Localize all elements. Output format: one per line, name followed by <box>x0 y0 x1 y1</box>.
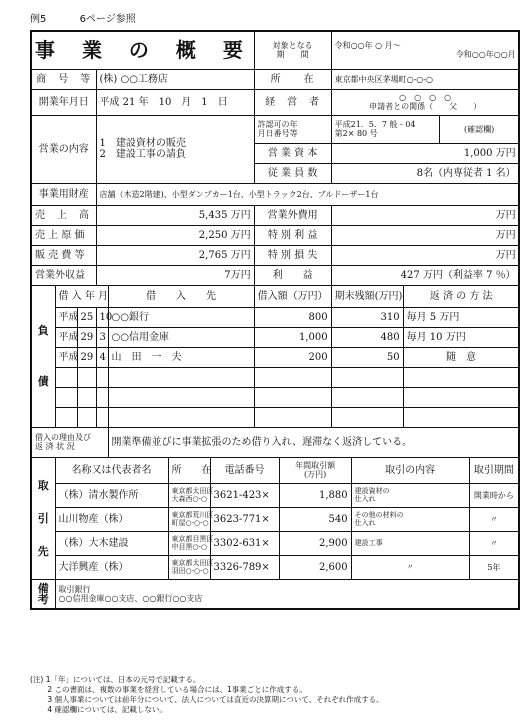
special-loss-label: 特 別 損 失 <box>254 245 331 265</box>
partners-side-label <box>31 457 55 579</box>
partner-name: 大洋興産（株） <box>55 555 168 579</box>
start-date-value: 平成 21 年 10 月 1 日 <box>96 89 254 115</box>
remarks-line-1: 取引銀行 <box>58 584 91 594</box>
partner-address-line1: 東京都荒川区 <box>171 511 214 519</box>
business-item-1: 1 建設資材の販売 <box>99 138 186 149</box>
start-date-label: 開業年月日 <box>31 89 96 115</box>
company-value: (株) ○○工務店 <box>96 69 254 89</box>
manager-value <box>331 89 519 115</box>
partners-side-2: 引 <box>37 511 49 525</box>
partner-row <box>31 483 519 507</box>
debt-era: 平成 <box>55 307 77 327</box>
partner-address-line1: 東京都太田区 <box>171 559 214 567</box>
partner-address-line1: 東京都太田区 <box>171 487 214 495</box>
debt-header-date: 借 入 年 月 <box>55 285 108 307</box>
debt-month: 3 <box>96 327 108 347</box>
debt-balance: 310 <box>331 307 403 327</box>
debt-side-bottom: 債 <box>37 375 49 388</box>
partner-amount: 540 <box>279 507 351 531</box>
partner-phone: 3621-423× <box>210 483 279 507</box>
footnote-1: (注) 1「年」については、日本の元号で記載する。 <box>30 675 201 684</box>
debt-row <box>31 347 519 367</box>
sales-value: 5,435 万円 <box>96 205 254 225</box>
cost-label: 売 上 原 価 <box>31 225 96 245</box>
debt-side-label <box>31 285 55 427</box>
partners-header-address: 所 在 <box>168 457 210 483</box>
debt-balance: 50 <box>331 347 403 367</box>
business-label: 営業の内容 <box>31 115 96 183</box>
debt-method: 随 意 <box>403 347 519 367</box>
debt-amount: 200 <box>254 347 331 367</box>
debt-row-empty <box>31 407 519 427</box>
profit-label: 利 益 <box>254 265 331 285</box>
debt-row <box>31 307 519 327</box>
debt-method: 毎月 10 万円 <box>403 327 519 347</box>
remarks-value <box>55 579 519 609</box>
debt-reason-label: 借入の理由及び 返 済 状 況 <box>31 427 108 457</box>
debt-month: 10 <box>96 307 108 327</box>
partners-header-phone: 電話番号 <box>210 457 279 483</box>
partner-address-line1: 東京都目黒区 <box>171 535 214 543</box>
debt-era: 平成 <box>55 347 77 367</box>
partner-name: （株）清水製作所 <box>55 483 168 507</box>
manager-label: 経 営 者 <box>254 89 331 115</box>
debt-lender: 山 田 一 夫 <box>108 347 254 367</box>
employees-value: 8名（内専従者 1 名） <box>331 163 519 183</box>
partner-content: 建設資材の 仕入れ <box>351 483 469 507</box>
partner-amount: 1,880 <box>279 483 351 507</box>
sales-label: 売 上 高 <box>31 205 96 225</box>
non-op-income-label: 営業外収益 <box>31 265 96 285</box>
location-label: 所 在 <box>254 69 331 89</box>
example-number: 例5 <box>30 14 47 25</box>
debt-side-top: 負 <box>37 324 49 337</box>
partner-period: 〃 <box>469 507 519 531</box>
debt-year: 25 <box>77 307 96 327</box>
footnote-3: 3 個人事業については前年分について、法人については直近の決算期について、それぞれ作成する。 <box>30 695 384 704</box>
profit-value: 427 万円（利益率 7 ％） <box>331 265 519 285</box>
debt-era: 平成 <box>55 327 77 347</box>
debt-year: 29 <box>77 327 96 347</box>
page-header <box>30 10 166 25</box>
partner-phone: 3326-789× <box>210 555 279 579</box>
form-title: 事 業 の 概 要 <box>31 31 254 69</box>
footnote-4: 4 確認欄については、記載しない。 <box>30 705 167 714</box>
partner-address <box>168 531 214 555</box>
partner-period: 〃 <box>469 531 519 555</box>
partner-amount: 2,900 <box>279 531 351 555</box>
partner-content: その他の材料の 仕入れ <box>351 507 469 531</box>
remarks-side-label <box>31 579 55 609</box>
remarks-side-2: 考 <box>37 592 49 606</box>
partners-header-amount: 年間取引額 (万円) <box>279 457 351 483</box>
employees-label: 従 業 員 数 <box>254 163 331 183</box>
special-loss-value: 万円 <box>331 245 519 265</box>
special-gain-value: 万円 <box>331 225 519 245</box>
partner-phone: 3302-631× <box>210 531 279 555</box>
debt-method: 毎月 5 万円 <box>403 307 519 327</box>
partner-address-line2: 大森西○-○ <box>171 495 208 503</box>
remarks-side-1: 備 <box>37 581 49 595</box>
footnotes <box>30 675 384 715</box>
debt-header-lender: 借 入 先 <box>108 285 254 307</box>
partner-row <box>31 507 519 531</box>
target-period-end: 令和○○年○○月 <box>455 50 516 60</box>
partner-name: （株）大木建設 <box>55 531 168 555</box>
partner-address-line2: 町屋○-○-○ <box>171 519 209 527</box>
partner-address-line2: 中目黒○-○ <box>171 543 208 551</box>
permit-check: (確認欄) <box>439 115 519 143</box>
target-period-label: 対象となる 期 間 <box>254 31 331 69</box>
partner-address <box>168 507 214 531</box>
non-op-expense-value: 万円 <box>331 205 519 225</box>
debt-row-empty <box>31 367 519 387</box>
partner-period: 開業時から <box>469 483 519 507</box>
non-op-expense-label: 営業外費用 <box>254 205 331 225</box>
debt-year: 29 <box>77 347 96 367</box>
permit-label: 許認可の年 月日番号等 <box>254 115 331 143</box>
permit-date: 平成21．5．7 般 - 04 <box>334 120 416 129</box>
partner-address <box>168 555 214 579</box>
debt-amount: 1,000 <box>254 327 331 347</box>
partners-header-name: 名称又は代表者名 <box>55 457 168 483</box>
capital-value: 1,000 万円 <box>331 143 519 163</box>
manager-relation: 申請者との関係（ 父 ） <box>369 102 482 111</box>
debt-balance: 480 <box>331 327 403 347</box>
footnote-2: 2 この書面は、複数の事業を経営している場合には、1事業ごとに作成する。 <box>30 685 307 694</box>
manager-name: ○ ○ ○ ○ <box>399 93 452 102</box>
capital-label: 営 業 資 本 <box>254 143 331 163</box>
debt-month: 4 <box>96 347 108 367</box>
partners-side-1: 取 <box>37 478 49 492</box>
debt-header-balance: 期末残額(万円) <box>331 285 403 307</box>
target-period-value <box>331 31 519 69</box>
debt-lender: ○○信用金庫 <box>108 327 254 347</box>
debt-amount: 800 <box>254 307 331 327</box>
partner-amount: 2,600 <box>279 555 351 579</box>
business-overview-form <box>30 30 520 610</box>
debt-row-empty <box>31 387 519 407</box>
debt-header-amount: 借入額（万円） <box>254 285 331 307</box>
cost-value: 2,250 万円 <box>96 225 254 245</box>
permit-number: 第2× 80 号 <box>334 129 378 138</box>
special-gain-label: 特 別 利 益 <box>254 225 331 245</box>
location-value: 東京都中央区茅場町○-○-○ <box>331 69 519 89</box>
partner-row <box>31 555 519 579</box>
partner-period: 5年 <box>469 555 519 579</box>
debt-reason-value: 開業準備並びに事業拡張のため借り入れ、遅滞なく返済している。 <box>108 427 519 457</box>
debt-header-method: 返 済 の 方 法 <box>403 285 519 307</box>
page-reference: 6ページ参照 <box>79 14 136 25</box>
partner-address <box>168 483 214 507</box>
property-value: 店舗（木造2階建)、小型ダンプカー1台、小型トラック2台、ブルドーザー1台 <box>96 183 519 205</box>
business-value <box>96 115 254 183</box>
partner-address-line2: 羽田○-○-○ <box>171 567 209 575</box>
partners-header-period: 取引期間 <box>469 457 519 483</box>
debt-row <box>31 327 519 347</box>
remarks-line-2: ○○信用金庫○○支店、○○銀行○○支店 <box>58 593 203 603</box>
business-item-2: 2 建設工事の請負 <box>99 149 186 160</box>
partner-name: 山川物産（株） <box>55 507 168 531</box>
partner-content: 〃 <box>351 555 469 579</box>
sga-label: 販 売 費 等 <box>31 245 96 265</box>
partners-side-3: 先 <box>37 544 49 558</box>
partner-content: 建設工事 <box>351 531 469 555</box>
sga-value: 2,765 万円 <box>96 245 254 265</box>
permit-value <box>331 115 439 143</box>
partner-phone: 3623-771× <box>210 507 279 531</box>
target-period-start: 令和○○年 ○ 月～ <box>334 41 401 51</box>
company-label: 商 号 等 <box>31 69 96 89</box>
property-label: 事業用財産 <box>31 183 96 205</box>
non-op-income-value: 7万円 <box>96 265 254 285</box>
debt-lender: ○○銀行 <box>108 307 254 327</box>
partners-header-content: 取引の内容 <box>351 457 469 483</box>
partner-row <box>31 531 519 555</box>
